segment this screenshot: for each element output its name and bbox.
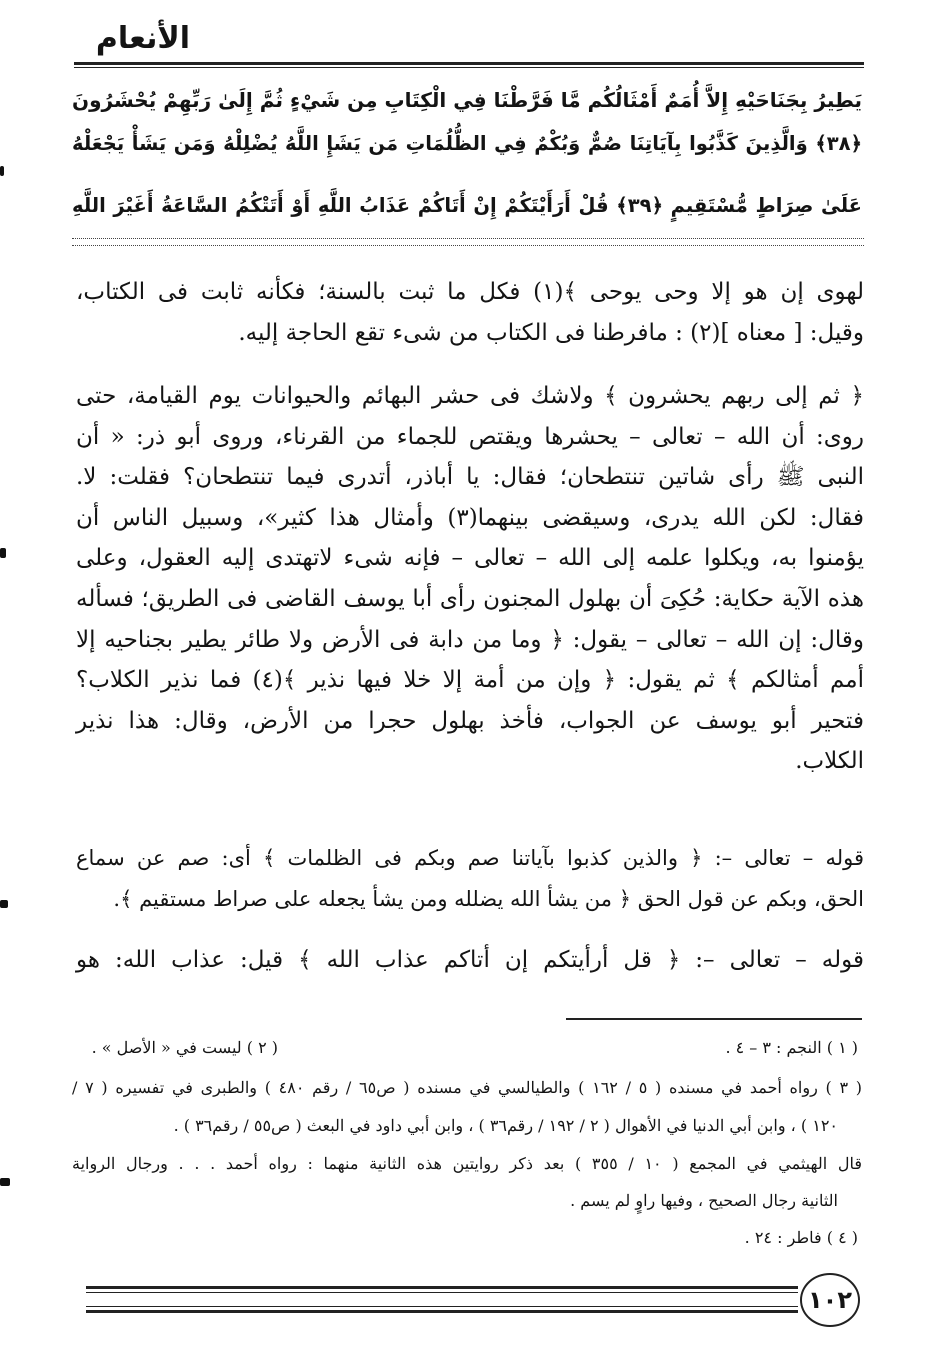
text-line: روى: أن الله – تعالى – يحشرها ويقتص للجماء من القرناء، وروى أبو ذر: « أن [76, 423, 864, 450]
text-line: قوله – تعالى –: ﴿ قل أرأيتكم إن أتاكم عذاب الله ﴾ قيل: عذاب الله: هو [76, 947, 864, 973]
footnote-2: ( ٢ ) ليست في « الأصل » . [91, 1038, 278, 1057]
scan-edge-mark [0, 900, 8, 908]
bottom-rule-thick [86, 1286, 798, 1289]
bottom-rule-thick [86, 1310, 798, 1313]
surah-title: الأنعام [95, 21, 190, 56]
quran-separator [72, 238, 864, 246]
commentary-paragraph [76, 838, 864, 919]
commentary-paragraph [76, 272, 864, 353]
text-line: ﴿ ثم إلى ربهم يحشرون ﴾ ولاشك فى حشر البهائم والحيوانات يوم القيامة، حتى [76, 383, 864, 409]
bottom-rule-thin [86, 1292, 798, 1293]
commentary-paragraph [76, 376, 864, 782]
text-line: النبى ﷺ رأى شاتين تنتطحان؛ فقال: يا أباذر، أتدرى فيما تنتطحان؟ فقلت: لا. [76, 464, 864, 491]
text-line: وقيل: [ معناه ](٢) : مافرطنا فى الكتاب من شىء تقع الحاجة إليه. [238, 319, 864, 346]
footnote-rule [566, 1018, 862, 1020]
text-line: هذه الآية حكاية: حُكِىَ أن بهلول المجنون رأى أبا يوسف القاضى فى الطريق؛ فسأله [76, 585, 864, 612]
quran-line: عَلَىٰ صِرَاطٍ مُّسْتَقِيمٍ ﴿٣٩﴾ قُلْ أَرَأَيْتَكُمْ إِنْ أَتَاكُمْ عَذَابُ اللَّهِ أَوْ أَتَتْكُمُ السَّاعَةُ أَغَيْرَ اللَّهِ [72, 194, 863, 217]
page-number: ١٠٢ [800, 1273, 860, 1327]
text-line: قوله – تعالى –: ﴿ والذين كذبوا بآياتنا صم وبكم فى الظلمات ﴾ أى: صم عن سماع [76, 846, 864, 870]
text-line: الحق، وبكم عن قول الحق ﴿ من يشأ الله يضلله ومن يشأ يجعله على صراط مستقيم ﴾. [113, 886, 864, 911]
header-rule-thick [74, 62, 864, 65]
text-line: الكلاب. [795, 748, 864, 775]
text-line: فتحير أبو يوسف عن الجواب، فأخذ بهلول حجرا من الأرض، وقال: هذا نذير [76, 707, 864, 734]
text-line: أمم أمثالكم ﴾ ثم يقول: ﴿ وإن من أمة إلا خلا فيها نذير ﴾(٤) فما نذير الكلاب؟ [76, 667, 864, 694]
quran-line: يَطِيرُ بِجَنَاحَيْهِ إِلاَّ أُمَمٌ أَمْثَالُكُم مَّا فَرَّطْنَا فِي الْكِتَابِ مِن شَيْءٍ ثُمَّ إِلَىٰ رَبِّهِمْ يُحْشَرُونَ [72, 88, 862, 112]
footnote-4: ( ٤ ) فاطر : ٢٤ . [744, 1228, 858, 1247]
scan-edge-mark [0, 1178, 10, 1186]
footnote-3-line: قال الهيثمي في المجمع ( ١٠ / ٣٥٥ ) بعد ذكر روايتين هذه الثانية منهما : رواه أحمد . . . ورجال الرواية [72, 1154, 863, 1173]
quran-line: ﴿٣٨﴾ وَالَّذِينَ كَذَّبُوا بِآيَاتِنَا صُمٌّ وَبُكْمٌ فِي الظُّلُمَاتِ مَن يَشَإِ اللَّهُ يُضْلِلْهُ وَمَن يَشَأْ يَجْعَلْهُ [72, 132, 862, 155]
footnote-3-line: الثانية رجال الصحيح ، وفيها راوٍ لم يسم . [570, 1191, 838, 1210]
text-line: وقال: إن الله – تعالى – يقول: ﴿ وما من دابة فى الأرض ولا طائر يطير بجناحيه إلا [76, 626, 864, 653]
text-line: فقال: لكن الله يدرى، وسيقضى بينهما(٣) وأمثال هذا كثير»، وسبيل الناس أن [76, 504, 864, 531]
footnote-3-line: ( ٣ ) رواه أحمد في مسنده ( ٥ / ١٦٢ ) والطيالسي في مسنده ( ص٦٥ / رقم ٤٨٠ ) والطبرى في تفسيره ( ٧ / [72, 1078, 863, 1097]
scan-edge-mark [0, 548, 6, 558]
footnote-1: ( ١ ) النجم : ٣ – ٤ . [725, 1038, 858, 1057]
text-line: يؤمنوا به، ويكلوا علمه إلى الله – تعالى – فإنه شىء لاتهتدى إليه العقول، وعلى [76, 545, 864, 572]
text-line: لهوى إن هو إلا وحى يوحى ﴾(١) فكل ما ثبت بالسنة؛ فكأنه ثابت فى الكتاب، [76, 279, 864, 305]
scan-edge-mark [0, 166, 4, 176]
footnote-3-line: ١٢٠ ) ، وابن أبي الدنيا في الأهوال ( ٢ / ١٩٢ / رقم٣٦ ) ، وابن أبي داود في البعث ( ص٥٥ / رقم٣٦ ) . [173, 1116, 838, 1135]
bottom-rule-thin [86, 1306, 798, 1307]
header-rule-thin [74, 67, 864, 68]
commentary-paragraph [76, 940, 864, 981]
